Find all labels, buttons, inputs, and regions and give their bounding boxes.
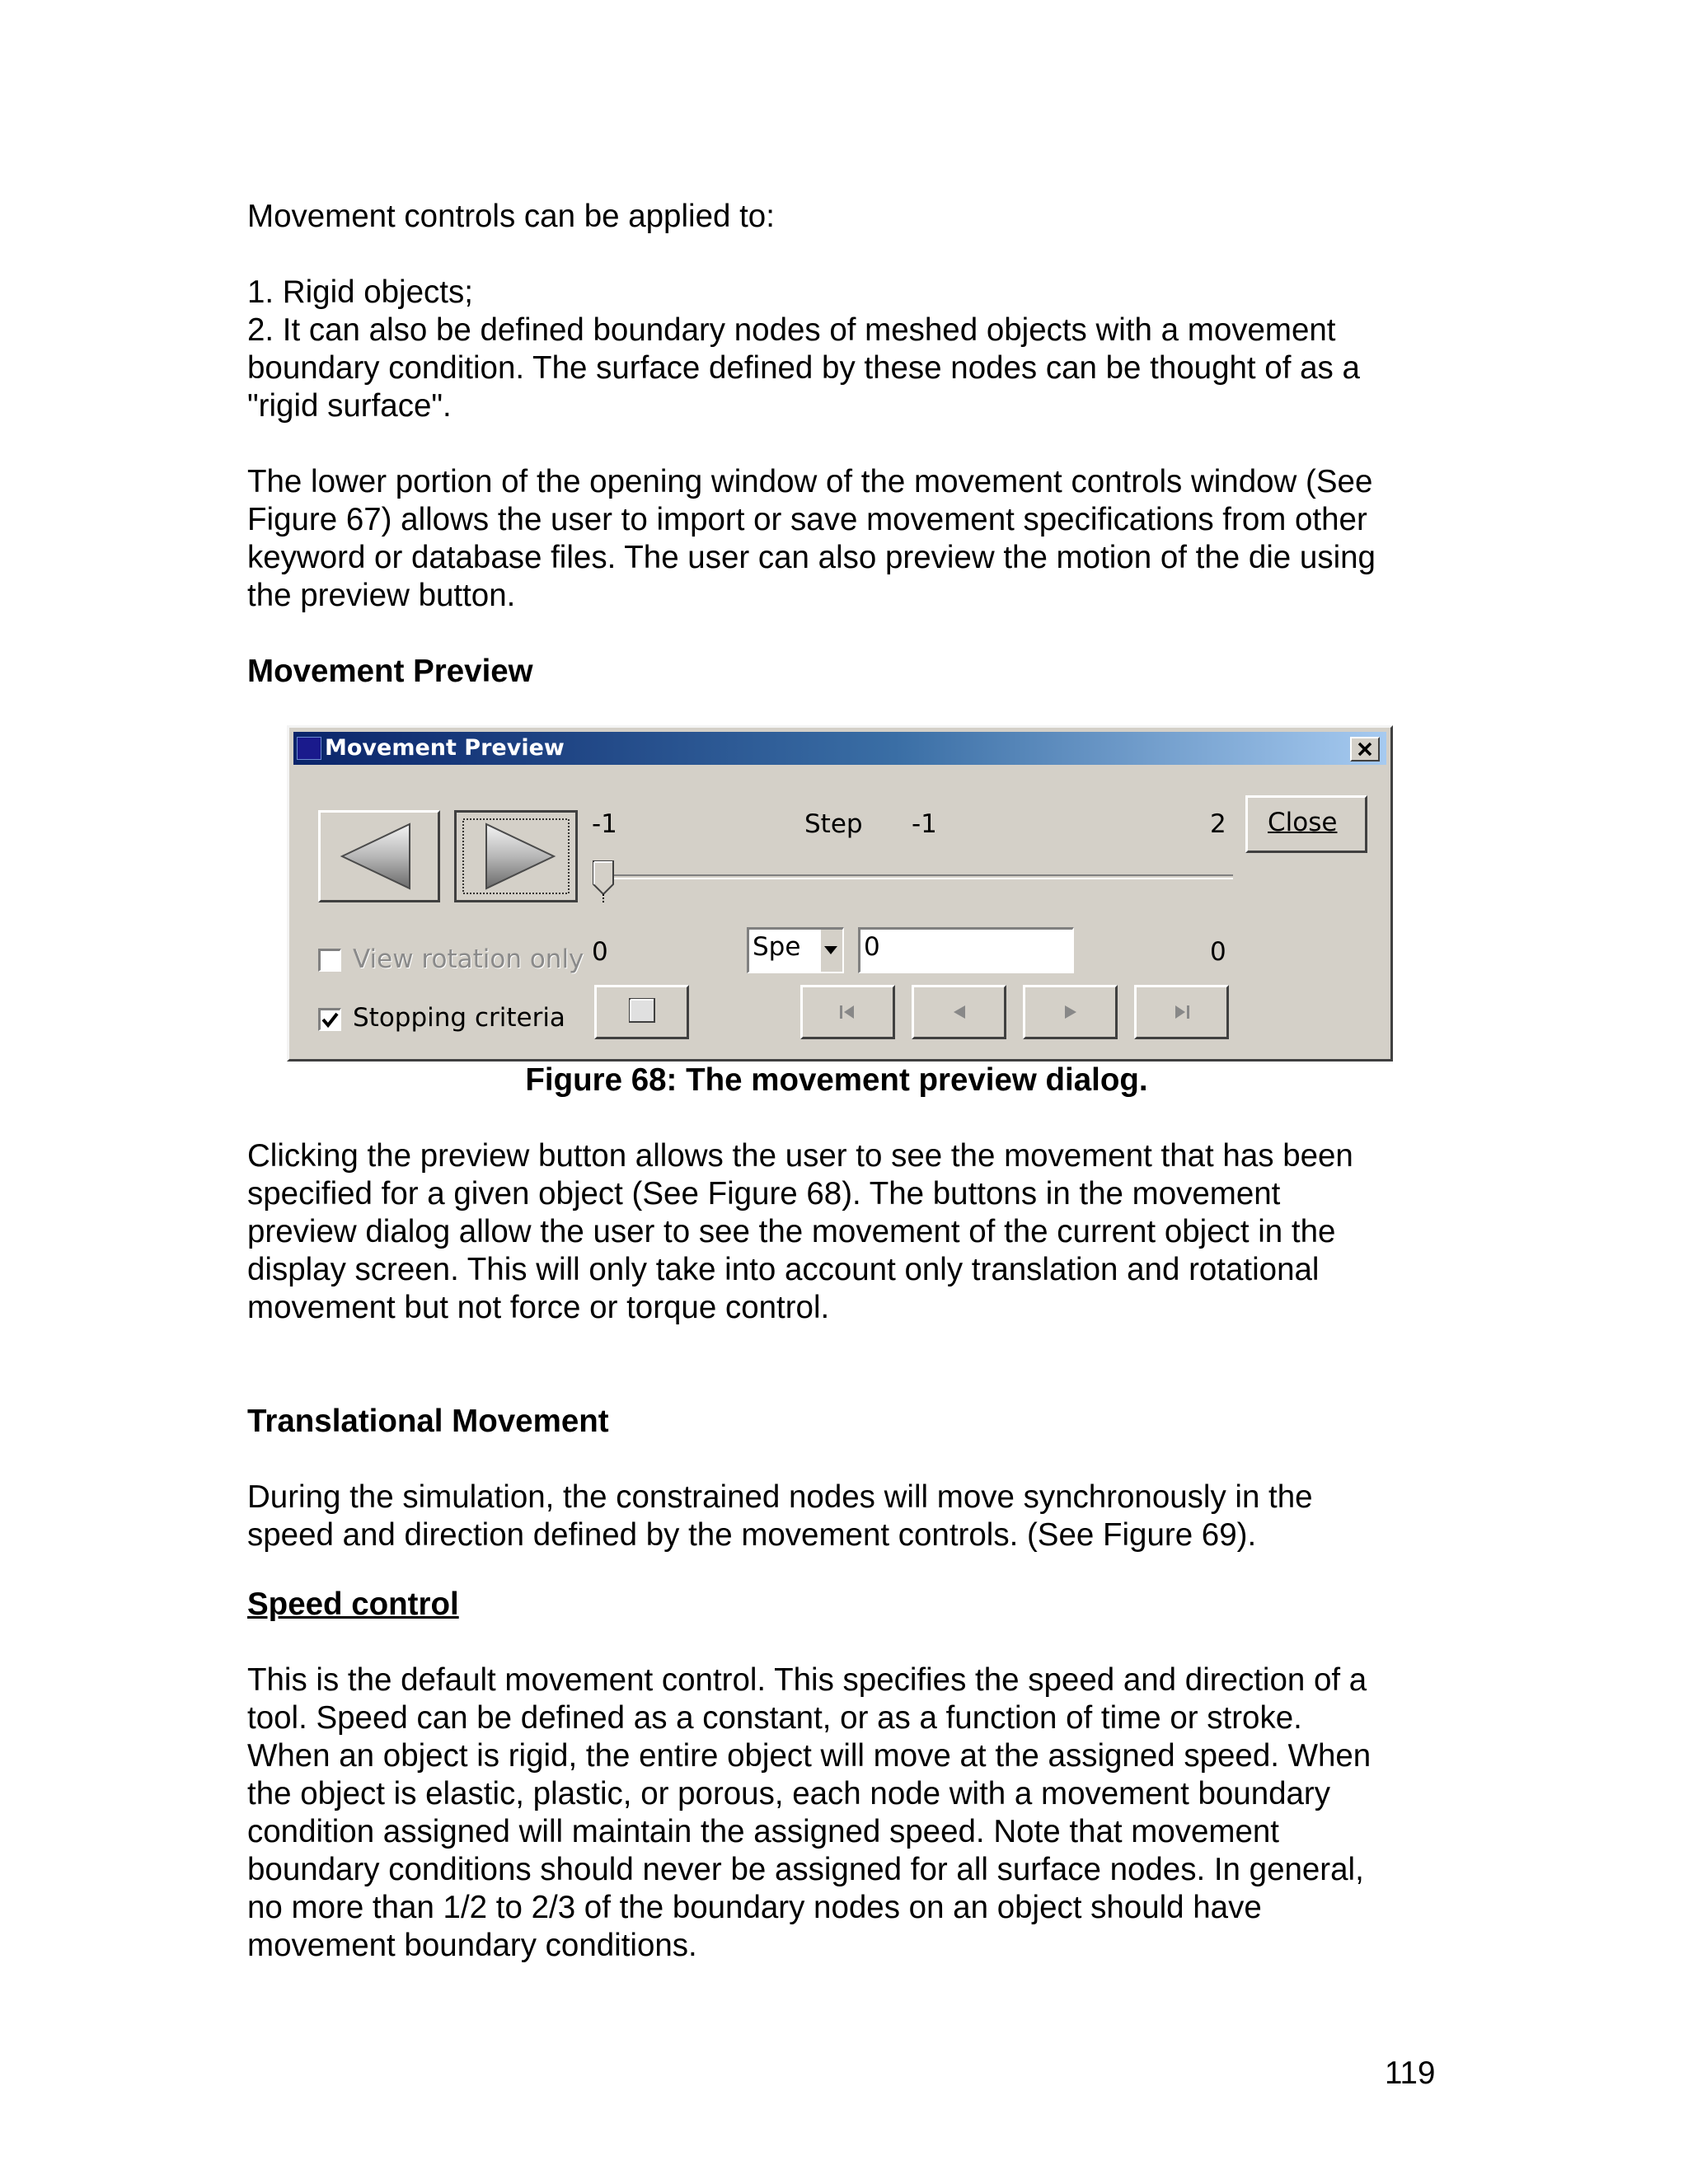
step-slider-thumb[interactable] <box>592 860 615 904</box>
step-forward-icon <box>1025 987 1115 1037</box>
dialog-titlebar <box>293 732 1386 765</box>
paragraph-line: speed and direction defined by the movement controls. (See Figure 69). <box>247 1517 1257 1553</box>
previous-step-button[interactable] <box>912 985 1006 1039</box>
paragraph-line: preview dialog allow the user to see the movement of the current object in the <box>247 1214 1336 1249</box>
page-content <box>247 198 1451 1965</box>
step-slider-track[interactable] <box>598 874 1233 879</box>
max-step-value: 2 <box>1210 809 1226 839</box>
paragraph-line: movement but not force or torque control. <box>247 1290 830 1325</box>
min-step-value: -1 <box>592 809 617 839</box>
paragraph-line: display screen. This will only take into account only translation and rotational <box>247 1252 1320 1287</box>
view-rotation-checkbox[interactable] <box>318 949 341 972</box>
paragraph-line: This is the default movement control. This specifies the speed and direction of a <box>247 1662 1367 1698</box>
current-step-value: -1 <box>912 809 937 839</box>
right-triangle-icon <box>457 813 575 900</box>
window-icon <box>297 737 321 760</box>
list-item-continued: "rigid surface". <box>247 388 452 424</box>
play-forward-button[interactable] <box>454 810 578 902</box>
chevron-down-icon <box>819 930 842 972</box>
list-item: 2. It can also be defined boundary nodes of meshed objects with a movement <box>247 312 1336 348</box>
paragraph-line: During the simulation, the constrained nodes will move synchronously in the <box>247 1479 1313 1515</box>
play-reverse-button[interactable] <box>318 810 440 902</box>
paragraph-line: boundary conditions should never be assigned for all surface nodes. In general, <box>247 1852 1364 1887</box>
skip-to-start-icon <box>803 987 893 1037</box>
speed-select[interactable] <box>747 927 844 973</box>
section-heading: Movement Preview <box>247 654 533 689</box>
stop-button[interactable] <box>594 985 689 1039</box>
paragraph-line: movement boundary conditions. <box>247 1928 697 1963</box>
slider-low-value: 0 <box>592 937 608 967</box>
paragraph-line: condition assigned will maintain the assigned speed. Note that movement <box>247 1814 1279 1849</box>
step-label: Step <box>804 809 863 839</box>
value-input[interactable]: 0 <box>858 927 1074 973</box>
checkmark-icon <box>321 1010 340 1030</box>
step-back-icon <box>914 987 1004 1037</box>
section-heading: Translational Movement <box>247 1404 609 1439</box>
stopping-criteria-label: Stopping criteria <box>353 1003 565 1033</box>
next-step-button[interactable] <box>1023 985 1118 1039</box>
stop-square-icon <box>597 987 687 1037</box>
last-step-button[interactable] <box>1134 985 1229 1039</box>
movement-preview-dialog <box>287 725 1393 1062</box>
paragraph-line: specified for a given object (See Figure 68). The buttons in the movement <box>247 1176 1281 1212</box>
paragraph-line: tool. Speed can be defined as a constant, or as a function of time or stroke. <box>247 1700 1302 1736</box>
slider-high-value: 0 <box>1210 937 1226 967</box>
close-button[interactable] <box>1245 795 1367 853</box>
paragraph-line: no more than 1/2 to 2/3 of the boundary nodes on an object should have <box>247 1890 1262 1925</box>
dialog-title: Movement Preview <box>325 735 565 761</box>
page-number: 119 <box>1385 2055 1436 2091</box>
paragraph-line: When an object is rigid, the entire object will move at the assigned speed. When <box>247 1738 1372 1774</box>
skip-to-end-icon <box>1137 987 1226 1037</box>
paragraph-line: keyword or database files. The user can also preview the motion of the die using <box>247 540 1376 575</box>
paragraph-line: The lower portion of the opening window of the movement controls window (See <box>247 464 1373 499</box>
speed-select-value: Spe <box>753 932 801 962</box>
list-item-continued: boundary condition. The surface defined by these nodes can be thought of as a <box>247 350 1360 386</box>
subsection-heading: Speed control <box>247 1586 459 1622</box>
intro-text: Movement controls can be applied to: <box>247 199 775 234</box>
view-rotation-label: View rotation only <box>353 944 584 974</box>
paragraph-line: the preview button. <box>247 578 516 613</box>
paragraph-line: Clicking the preview button allows the user to see the movement that has been <box>247 1138 1353 1174</box>
paragraph-line: the object is elastic, plastic, or porous, each node with a movement boundary <box>247 1776 1331 1811</box>
close-button-label: Close <box>1268 808 1338 837</box>
first-step-button[interactable] <box>800 985 895 1039</box>
paragraph-line: Figure 67) allows the user to import or save movement specifications from other <box>247 502 1367 537</box>
close-icon[interactable] <box>1350 737 1380 762</box>
stopping-criteria-checkbox[interactable] <box>318 1008 341 1031</box>
list-item: 1. Rigid objects; <box>247 274 473 310</box>
figure-caption: Figure 68: The movement preview dialog. <box>525 1062 1148 1098</box>
left-triangle-icon <box>321 813 438 900</box>
